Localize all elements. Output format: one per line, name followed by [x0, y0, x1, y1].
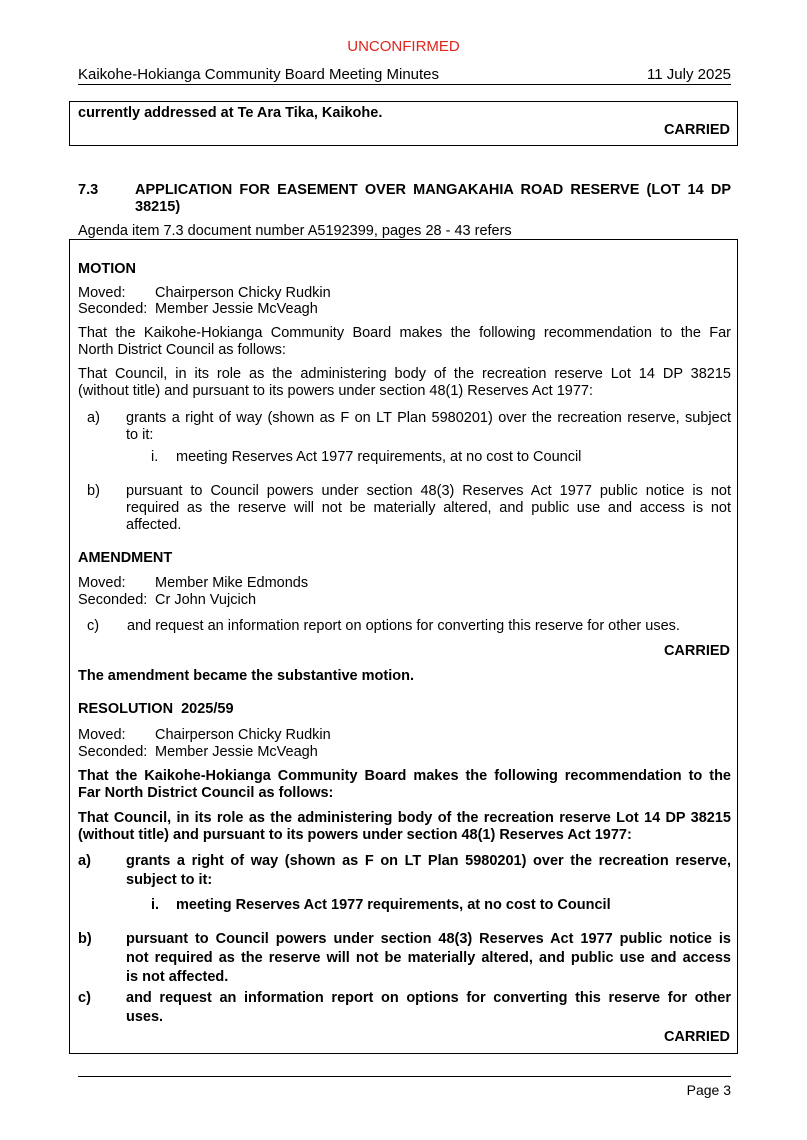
amendment-seconded-by: Cr John Vujcich: [155, 592, 257, 608]
motion-moved-by: Chairperson Chicky Rudkin: [155, 285, 331, 301]
resolution-moved-label: Moved:: [78, 727, 126, 743]
header-divider: [78, 84, 731, 85]
resolution-c-line1: and request an information report on options for converting this reserve for other: [126, 990, 731, 1006]
resolution-seconded-by: Member Jessie McVeagh: [155, 744, 318, 760]
motion-a-label: a): [87, 410, 100, 426]
resolution-council-line2: (without title) and pursuant to its powers under section 48(1) Reserves Act 1977:: [78, 827, 632, 843]
motion-heading: MOTION: [78, 261, 136, 277]
resolution-a-label: a): [78, 853, 91, 869]
motion-seconded-by: Member Jessie McVeagh: [155, 301, 318, 317]
motion-b-label: b): [87, 483, 100, 499]
resolution-b-line1: pursuant to Council powers under section 48(3) Reserves Act 1977 public notice is: [126, 931, 731, 947]
resolution-b-line2: not required as the reserve will not be materially altered, and public use and access: [126, 950, 731, 966]
previous-resolution-text: currently addressed at Te Ara Tika, Kaikohe.: [78, 105, 383, 121]
document-title: Kaikohe-Hokianga Community Board Meeting Minutes: [78, 66, 440, 83]
amendment-moved-label: Moved:: [78, 575, 126, 591]
resolution-council-line1: That Council, in its role as the administering body of the recreation reserve Lot 14 DP 38215: [78, 810, 731, 826]
resolution-i-label: i.: [151, 897, 160, 913]
motion-i-text: meeting Reserves Act 1977 requirements, at no cost to Council: [176, 449, 582, 465]
motion-b-line3: affected.: [126, 517, 182, 533]
resolution-c-label: c): [78, 990, 91, 1006]
motion-council-line2: (without title) and pursuant to its powers under section 48(1) Reserves Act 1977:: [78, 383, 594, 399]
amendment-heading: AMENDMENT: [78, 550, 173, 566]
page-header: [78, 66, 731, 83]
resolution-a-line2: subject to it:: [126, 872, 213, 888]
resolution-intro-line1: That the Kaikohe-Hokianga Community Board makes the following recommendation to the: [78, 768, 731, 784]
page-number: Page 3: [686, 1082, 731, 1098]
agenda-reference: Agenda item 7.3 document number A5192399, pages 28 - 43 refers: [78, 223, 512, 239]
resolution-carried-status: CARRIED: [663, 1029, 730, 1045]
resolution-a-line1: grants a right of way (shown as F on LT Plan 5980201) over the recreation reserve,: [126, 853, 731, 869]
amendment-moved-by: Member Mike Edmonds: [155, 575, 309, 591]
motion-seconded-label: Seconded:: [78, 301, 148, 317]
resolution-moved-by: Chairperson Chicky Rudkin: [155, 727, 331, 743]
motion-i-label: i.: [151, 449, 159, 465]
item-title-line2: 38215): [135, 199, 181, 215]
motion-b-line2: required as the reserve will not be materially altered, and public use and access is not: [126, 500, 731, 516]
meeting-date: 11 July 2025: [647, 66, 731, 83]
resolution-heading: RESOLUTION 2025/59: [78, 701, 234, 717]
motion-intro-line2: North District Council as follows:: [78, 342, 286, 358]
footer-divider: [78, 1076, 731, 1077]
motion-a-line1: grants a right of way (shown as F on LT Plan 5980201) over the recreation reserve, subject: [126, 410, 731, 426]
previous-carried-status: CARRIED: [663, 122, 730, 138]
motion-moved-label: Moved:: [78, 285, 126, 301]
resolution-b-line3: is not affected.: [126, 969, 229, 985]
resolution-b-label: b): [78, 931, 92, 947]
motion-council-line1: That Council, in its role as the administering body of the recreation reserve Lot 14 DP 38215: [78, 366, 731, 382]
resolution-seconded-label: Seconded:: [78, 744, 148, 760]
amendment-outcome: The amendment became the substantive motion.: [78, 668, 414, 684]
motion-a-line2: to it:: [126, 427, 154, 443]
motion-b-line1: pursuant to Council powers under section 48(3) Reserves Act 1977 public notice is not: [126, 483, 731, 499]
resolution-intro-line2: Far North District Council as follows:: [78, 785, 334, 801]
amendment-c-text: and request an information report on options for converting this reserve for other uses.: [127, 618, 680, 634]
resolution-i-text: meeting Reserves Act 1977 requirements, at no cost to Council: [176, 897, 611, 913]
resolution-c-line2: uses.: [126, 1009, 164, 1025]
amendment-seconded-label: Seconded:: [78, 592, 148, 608]
unconfirmed-stamp: UNCONFIRMED: [347, 38, 460, 55]
amendment-c-label: c): [87, 618, 100, 634]
motion-intro-line1: That the Kaikohe-Hokianga Community Board makes the following recommendation to the Far: [78, 325, 731, 341]
amendment-carried-status: CARRIED: [663, 643, 730, 659]
item-title-line1: APPLICATION FOR EASEMENT OVER MANGAKAHIA ROAD RESERVE (LOT 14 DP: [135, 182, 731, 198]
item-number: 7.3: [78, 182, 99, 198]
